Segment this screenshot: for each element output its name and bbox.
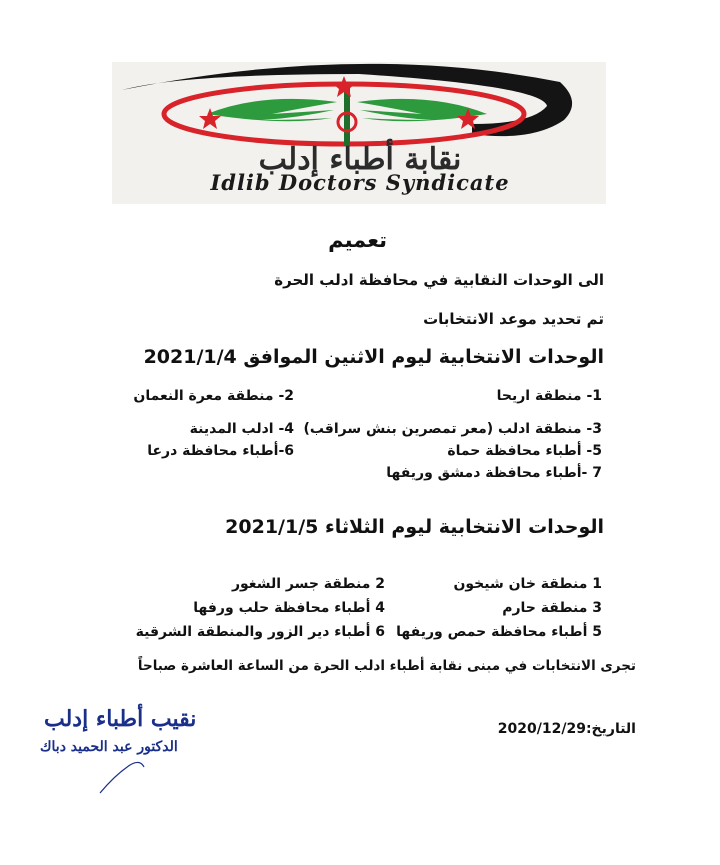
recipient-line: الى الوحدات النقابية في محافظة ادلب الحرة	[274, 271, 604, 289]
list-item: 1- منطقة اريحا	[496, 388, 602, 404]
signature-title: نقيب أطباء إدلب	[44, 706, 197, 732]
signature-scribble	[40, 755, 200, 795]
list-item: 6 أطباء دير الزور والمنطقة الشرقية	[135, 624, 385, 640]
signature-name: الدكتور عبد الحميد دباك	[40, 739, 178, 755]
logo-english-text: Idlib Doctors Syndicate	[210, 170, 510, 195]
document-title: تعميم	[328, 228, 387, 252]
list-item: 5 أطباء محافظة حمص وريفها	[396, 624, 602, 640]
list-item: 4- ادلب المدينة	[189, 421, 294, 437]
list-item: 7 -أطباء محافظة دمشق وريفها	[386, 465, 602, 481]
list-item: 2- منطقة معرة النعمان	[133, 388, 294, 404]
list-item: 5- أطباء محافظة حماة	[447, 443, 602, 459]
tuesday-heading: الوحدات الانتخابية ليوم الثلاثاء 2021/1/5	[225, 516, 604, 538]
document-date: التاريخ:2020/12/29	[497, 721, 636, 737]
list-item: 4 أطباء محافظة حلب ورفها	[193, 600, 385, 616]
list-item: 3- منطقة ادلب (معر تمصرين بنش سراقب)	[303, 421, 602, 437]
list-item: 6-أطباء محافظة درعا	[147, 443, 294, 459]
list-item: 2 منطقة جسر الشغور	[231, 576, 385, 592]
list-item: 1 منطقة خان شيخون	[453, 576, 602, 592]
location-note: تجرى الانتخابات في مبنى نقابة أطباء ادلب الحرة من الساعة العاشرة صباحاً	[137, 658, 636, 674]
logo-left-wing	[207, 99, 337, 121]
logo-arabic-text: نقابة أطباء إدلب	[258, 142, 462, 177]
monday-heading: الوحدات الانتخابية ليوم الاثنين الموافق 2021/1/4	[143, 346, 604, 368]
announcement-line: تم تحديد موعد الانتخابات	[423, 310, 604, 328]
list-item: 3 منطقة حارم	[502, 600, 602, 616]
